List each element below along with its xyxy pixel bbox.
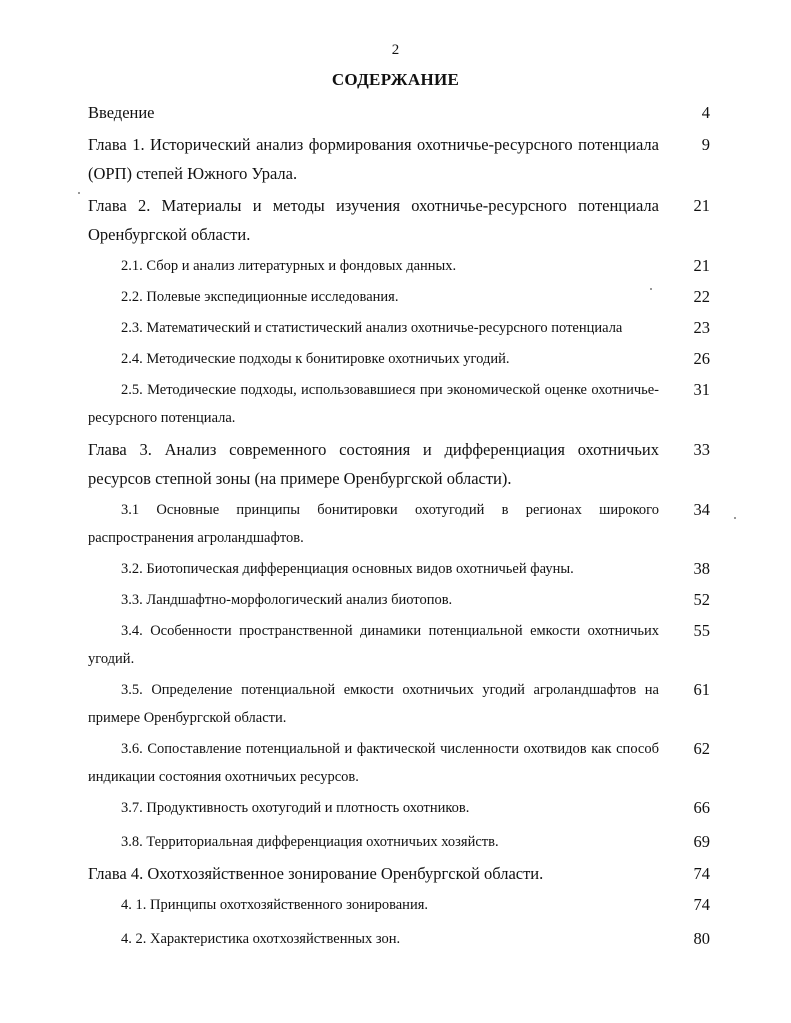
toc-entry-text: Глава 2. Материалы и методы изучения охотничье-ресурсного потенциала Оренбургской области.: [88, 196, 659, 244]
toc-entry-page: 21: [693, 196, 710, 215]
toc-entry-page: 9: [701, 135, 710, 154]
toc-entry-section-2-3: [88, 314, 710, 342]
toc-entry-page: 52: [693, 590, 710, 609]
toc-entry-text: 3.3. Ландшафтно-морфологический анализ биотопов.: [121, 592, 453, 608]
scan-speck: [78, 192, 80, 194]
toc-entry-text: Глава 1. Исторический анализ формирования охотничье-ресурсного потенциала (ОРП) степей Южного Урала.: [88, 135, 659, 183]
toc-entry-text: Введение: [88, 103, 155, 122]
toc-entry-page: 26: [693, 349, 710, 368]
toc-entry-text: 3.2. Биотопическая дифференциация основных видов охотничьей фауны.: [121, 561, 574, 577]
toc-entry-section-3-5: [88, 676, 710, 732]
toc-entry-page: 80: [693, 929, 710, 948]
toc-entry-chapter-4: [88, 859, 710, 888]
toc-entry-page: 66: [693, 798, 710, 817]
table-of-contents: [88, 98, 710, 953]
toc-entry-page: 21: [693, 256, 710, 275]
toc-entry-text: 3.6. Сопоставление потенциальной и фактической численности охотвидов как способ индикации состояния охотничьих ресурсов.: [88, 741, 659, 785]
toc-entry-text: 3.5. Определение потенциальной емкости охотничьих угодий агроландшафтов на примере Оренбургской области.: [88, 682, 659, 726]
toc-entry-text: 4. 1. Принципы охотхозяйственного зонирования.: [121, 897, 428, 913]
toc-entry-page: 4: [701, 103, 710, 122]
toc-entry-page: 22: [693, 287, 710, 306]
toc-entry-page: 55: [693, 621, 710, 640]
toc-entry-text: 2.5. Методические подходы, использовавшиеся при экономической оценке охотничье-ресурсного потенциала.: [88, 382, 659, 426]
toc-entry-section-3-3: [88, 586, 710, 614]
toc-entry-page: 74: [693, 864, 710, 883]
toc-entry-section-3-7: [88, 794, 710, 822]
toc-entry-chapter-1: [88, 130, 710, 188]
toc-entry-text: 3.1 Основные принципы бонитировки охотугодий в регионах широкого распространения агроландшафтов.: [88, 502, 659, 546]
toc-entry-text: Глава 3. Анализ современного состояния и дифференциация охотничьих ресурсов степной зоны (на примере Оренбургской области).: [88, 440, 659, 488]
toc-entry-section-4-1: [88, 891, 710, 919]
toc-entry-section-4-2: [88, 925, 710, 953]
toc-entry-text: 4. 2. Характеристика охотхозяйственных зон.: [121, 931, 401, 947]
toc-entry-page: 61: [693, 680, 710, 699]
toc-entry-section-3-2: [88, 555, 710, 583]
toc-entry-chapter-2: [88, 191, 710, 249]
toc-entry-page: 34: [693, 500, 710, 519]
toc-entry-text: 3.8. Территориальная дифференциация охотничьих хозяйств.: [121, 834, 499, 850]
toc-entry-section-2-1: [88, 252, 710, 280]
toc-entry-section-2-2: [88, 283, 710, 311]
toc-entry-text: 3.7. Продуктивность охотугодий и плотность охотников.: [121, 800, 470, 816]
toc-entry-page: 69: [693, 832, 710, 851]
toc-entry-text: 2.4. Методические подходы к бонитировке охотничьих угодий.: [121, 351, 510, 367]
toc-entry-text: Глава 4. Охотхозяйственное зонирование Оренбургской области.: [88, 864, 544, 883]
scan-speck: [650, 288, 652, 290]
toc-entry-chapter-3: [88, 435, 710, 493]
toc-entry-page: 62: [693, 739, 710, 758]
toc-entry-text: 2.1. Сбор и анализ литературных и фондовых данных.: [121, 258, 457, 274]
toc-entry-page: 38: [693, 559, 710, 578]
toc-entry-page: 74: [693, 895, 710, 914]
scan-speck: [734, 517, 736, 519]
toc-entry-section-2-5: [88, 376, 710, 432]
toc-entry-section-2-4: [88, 345, 710, 373]
toc-entry-section-3-6: [88, 735, 710, 791]
toc-entry-page: 33: [693, 440, 710, 459]
toc-entry-introduction: [88, 98, 710, 127]
toc-entry-text: 2.3. Математический и статистический анализ охотничье-ресурсного потенциала: [121, 320, 623, 336]
toc-entry-section-3-1: [88, 496, 710, 552]
toc-entry-page: 23: [693, 318, 710, 337]
toc-entry-section-3-4: [88, 617, 710, 673]
toc-entry-page: 31: [693, 380, 710, 399]
toc-title: СОДЕРЖАНИЕ: [331, 70, 460, 89]
toc-entry-text: 2.2. Полевые экспедиционные исследования.: [121, 289, 399, 305]
toc-entry-text: 3.4. Особенности пространственной динамики потенциальной емкости охотничьих угодий.: [88, 623, 659, 667]
page-number: 2: [391, 42, 400, 58]
toc-entry-section-3-8: [88, 828, 710, 856]
